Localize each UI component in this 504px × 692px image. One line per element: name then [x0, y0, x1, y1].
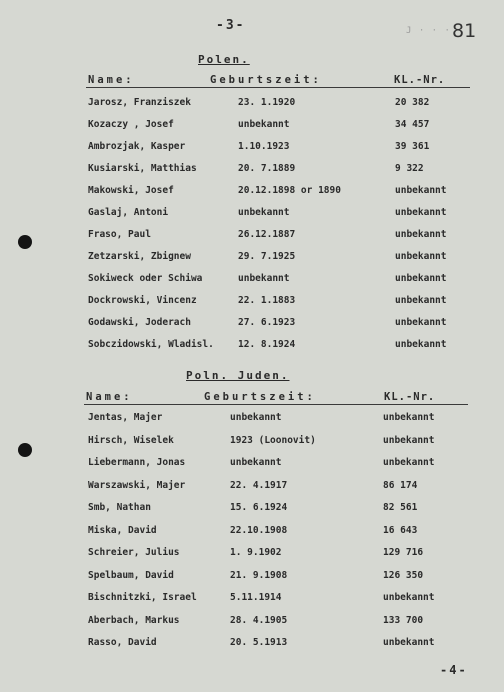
- birthdate-cell: unbekannt: [238, 207, 290, 218]
- column-header-name: Name:: [86, 391, 133, 403]
- name-cell: Hirsch, Wiselek: [88, 434, 174, 446]
- birthdate-cell: 29. 7.1925: [238, 251, 296, 262]
- kl-nr-cell: unbekannt: [395, 185, 447, 196]
- table-row: [0, 97, 504, 113]
- table-row: [0, 592, 504, 608]
- footer-page-marker: -4-: [440, 663, 468, 677]
- kl-nr-cell: unbekannt: [395, 273, 447, 284]
- birthdate-cell: 15. 6.1924: [230, 502, 288, 513]
- table-row: [0, 570, 504, 586]
- table-row: [0, 207, 504, 223]
- kl-nr-cell: unbekannt: [383, 434, 435, 446]
- column-header-date: Geburtszeit:: [204, 391, 316, 403]
- kl-nr-cell: 9 322: [395, 163, 424, 174]
- column-header-nr: KL.-Nr.: [394, 74, 446, 86]
- name-cell: Liebermann, Jonas: [88, 457, 186, 468]
- birthdate-cell: 20. 7.1889: [238, 163, 296, 174]
- name-cell: Kusiarski, Matthias: [88, 163, 197, 174]
- kl-nr-cell: unbekannt: [395, 207, 447, 218]
- table-row: [0, 480, 504, 496]
- name-cell: Godawski, Joderach: [88, 317, 191, 328]
- kl-nr-cell: unbekannt: [383, 457, 435, 468]
- kl-nr-cell: unbekannt: [383, 637, 435, 648]
- page-number: -3-: [216, 18, 246, 33]
- birthdate-cell: 26.12.1887: [238, 229, 296, 240]
- name-cell: Schreier, Julius: [88, 547, 180, 558]
- name-cell: Rasso, David: [88, 637, 157, 648]
- table-row: [0, 547, 504, 563]
- table-row: [0, 525, 504, 541]
- table-row: [0, 457, 504, 473]
- name-cell: Zetzarski, Zbignew: [88, 251, 191, 262]
- birthdate-cell: 22. 1.1883: [238, 295, 296, 306]
- name-cell: Smb, Nathan: [88, 502, 151, 513]
- birthdate-cell: 12. 8.1924: [238, 339, 296, 350]
- name-cell: Warszawski, Majer: [88, 479, 186, 491]
- birthdate-cell: 20. 5.1913: [230, 637, 288, 648]
- column-header-nr: KL.-Nr.: [384, 391, 436, 403]
- birthdate-cell: unbekannt: [230, 457, 282, 468]
- table-row: [0, 141, 504, 157]
- birthdate-cell: 1.10.1923: [238, 141, 290, 152]
- birthdate-cell: 21. 9.1908: [230, 569, 288, 581]
- name-cell: Sobczidowski, Wladisl.: [88, 339, 214, 350]
- punch-hole: [18, 443, 32, 457]
- name-cell: Gaslaj, Antoni: [88, 207, 169, 218]
- table-row: [0, 637, 504, 653]
- name-cell: Miska, David: [88, 524, 157, 536]
- kl-nr-cell: unbekannt: [395, 295, 447, 306]
- header-rule: [84, 404, 468, 405]
- kl-nr-cell: unbekannt: [395, 251, 447, 262]
- table-row: [0, 339, 504, 355]
- name-cell: Dockrowski, Vincenz: [88, 295, 197, 306]
- kl-nr-cell: unbekannt: [383, 592, 435, 603]
- section-title-polen: Polen.: [198, 53, 250, 66]
- name-cell: Ambrozjak, Kasper: [88, 141, 186, 152]
- birthdate-cell: 27. 6.1923: [238, 317, 296, 328]
- birthdate-cell: 1923 (Loonovit): [230, 434, 316, 446]
- birthdate-cell: 1. 9.1902: [230, 547, 282, 558]
- birthdate-cell: 23. 1.1920: [238, 97, 296, 108]
- table-row: [0, 502, 504, 518]
- table-row: [0, 119, 504, 135]
- birthdate-cell: 22.10.1908: [230, 524, 288, 536]
- section-title-juden: Poln. Juden.: [186, 369, 290, 382]
- name-cell: Aberbach, Markus: [88, 614, 180, 626]
- name-cell: Sokiweck oder Schiwa: [88, 273, 203, 284]
- kl-nr-cell: unbekannt: [395, 229, 447, 240]
- kl-nr-cell: unbekannt: [395, 317, 447, 328]
- table-row: [0, 295, 504, 311]
- table-row: [0, 317, 504, 333]
- table-row: [0, 412, 504, 428]
- table-row: [0, 229, 504, 245]
- table-row: [0, 273, 504, 289]
- name-cell: Kozaczy , Josef: [88, 119, 174, 130]
- name-cell: Jentas, Majer: [88, 412, 163, 423]
- table-row: [0, 251, 504, 267]
- name-cell: Fraso, Paul: [88, 229, 151, 240]
- birthdate-cell: 5.11.1914: [230, 592, 282, 603]
- name-cell: Bischnitzki, Israel: [88, 592, 197, 603]
- handwritten-page-number: 81: [452, 20, 477, 42]
- kl-nr-cell: 86 174: [383, 479, 418, 491]
- birthdate-cell: 28. 4.1905: [230, 614, 288, 626]
- birthdate-cell: 22. 4.1917: [230, 479, 288, 491]
- kl-nr-cell: unbekannt: [383, 412, 435, 423]
- birthdate-cell: unbekannt: [230, 412, 282, 423]
- column-header-name: Name:: [88, 74, 135, 86]
- kl-nr-cell: 16 643: [383, 524, 418, 536]
- name-cell: Makowski, Josef: [88, 185, 174, 196]
- kl-nr-cell: unbekannt: [395, 339, 447, 350]
- kl-nr-cell: 39 361: [395, 141, 430, 152]
- header-rule: [86, 87, 470, 88]
- table-row: [0, 435, 504, 451]
- kl-nr-cell: 126 350: [383, 569, 424, 581]
- kl-nr-cell: 133 700: [383, 614, 424, 626]
- table-row: [0, 163, 504, 179]
- kl-nr-cell: 82 561: [383, 502, 418, 513]
- punch-hole: [18, 235, 32, 249]
- column-header-date: Geburtszeit:: [210, 74, 322, 86]
- name-cell: Jarosz, Franziszek: [88, 97, 191, 108]
- faint-mark: J · · ·: [406, 26, 451, 36]
- table-row: [0, 185, 504, 201]
- kl-nr-cell: 129 716: [383, 547, 424, 558]
- kl-nr-cell: 20 382: [395, 97, 430, 108]
- name-cell: Spelbaum, David: [88, 569, 174, 581]
- kl-nr-cell: 34 457: [395, 119, 430, 130]
- birthdate-cell: unbekannt: [238, 273, 290, 284]
- birthdate-cell: 20.12.1898 or 1890: [238, 185, 341, 196]
- table-row: [0, 615, 504, 631]
- birthdate-cell: unbekannt: [238, 119, 290, 130]
